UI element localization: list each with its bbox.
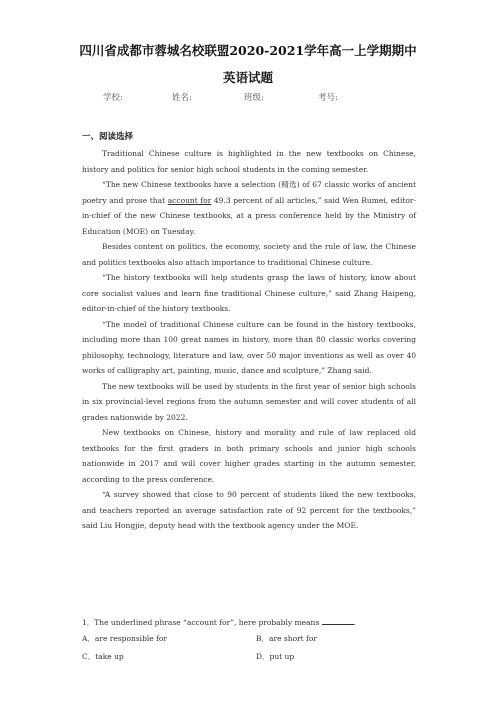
reading-passage (82, 146, 416, 534)
option-letter: B． (256, 634, 270, 643)
underlined-phrase: account for (167, 195, 212, 205)
question-text: The underlined phrase “account for”, here probably means (94, 618, 322, 627)
question-1 (82, 616, 416, 628)
option-letter: A． (82, 634, 95, 643)
passage-paragraph: New textbooks on Chinese, history and morality and rule of law replaced old textbooks for the first graders in both primary schools and junior high schools nationwide in 2017 and will cover higher grades starting in the autumn semester, according to the press conference. (82, 428, 416, 484)
option-text: are responsible for (94, 634, 167, 643)
passage-text: “The new Chinese textbooks have a selection (精选) of 67 classic works of ancient poetry and prose that (82, 180, 416, 205)
option-text: put up (269, 652, 295, 661)
passage-paragraph: Besides content on politics, the economy, society and the rule of law, the Chinese and politics textbooks also attach importance to traditional Chinese culture. (82, 242, 416, 267)
passage-paragraph: “The history textbooks will help students grasp the laws of history, know about core socialist values and learn fine traditional Chinese culture,” said Zhang Haipeng, editor-in-chief of the history textbooks. (82, 273, 416, 313)
option-b[interactable] (256, 633, 317, 644)
class-field: 班级: (244, 93, 264, 103)
passage-paragraph: “The model of traditional Chinese culture can be found in the history textbooks, including more than 100 great names in history, more than 80 classic works covering philosophy, technology, literature and law, over 50 major inventions as well as over 40 works of calligraphy art, painting, music, dance and sculpture,” Zhang said. (82, 319, 416, 375)
exam-subject-title: 英语试题 (222, 70, 273, 85)
option-letter: D． (256, 652, 270, 661)
exam-number-field: 考号: (318, 93, 338, 103)
answer-blank (322, 616, 354, 625)
section-heading: 一、阅读选择 (82, 132, 134, 142)
option-text: are short for (269, 634, 317, 643)
option-a[interactable] (82, 633, 167, 644)
passage-paragraph: Traditional Chinese culture is highlighted in the new textbooks on Chinese, history and politics for senior high school students in the coming semester. (82, 149, 416, 174)
question-text-end: . (353, 618, 356, 627)
name-field: 姓名: (172, 93, 192, 103)
passage-paragraph: The new textbooks will be used by students in the first year of senior high schools in six provincial-level regions from the autumn semester and will cover students of all grades nationwide by 2022. (82, 381, 416, 422)
passage-paragraph: “A survey showed that close to 90 percent of students liked the new textbooks, and teachers reported an average satisfaction rate of 92 percent for the textbooks,” said Liu Hongjie, deputy head with the textbook agency under the MOE. (82, 490, 416, 530)
option-letter: C． (82, 652, 96, 661)
exam-title: 四川省成都市蓉城名校联盟2020-2021学年高一上学期期中 (79, 43, 417, 58)
question-number: 1． (82, 618, 95, 627)
option-d[interactable] (256, 651, 294, 662)
school-field: 学校: (103, 93, 123, 103)
option-c[interactable] (82, 651, 124, 662)
option-text: take up (95, 652, 124, 661)
passage-paragraph (82, 177, 416, 239)
passage-text: 49.3 percent of all articles,” said Wen Rumei, editor-in-chief of the new Chinese textbooks, at a press conference held by the Ministry of Education (MOE) on Tuesday. (82, 195, 416, 236)
